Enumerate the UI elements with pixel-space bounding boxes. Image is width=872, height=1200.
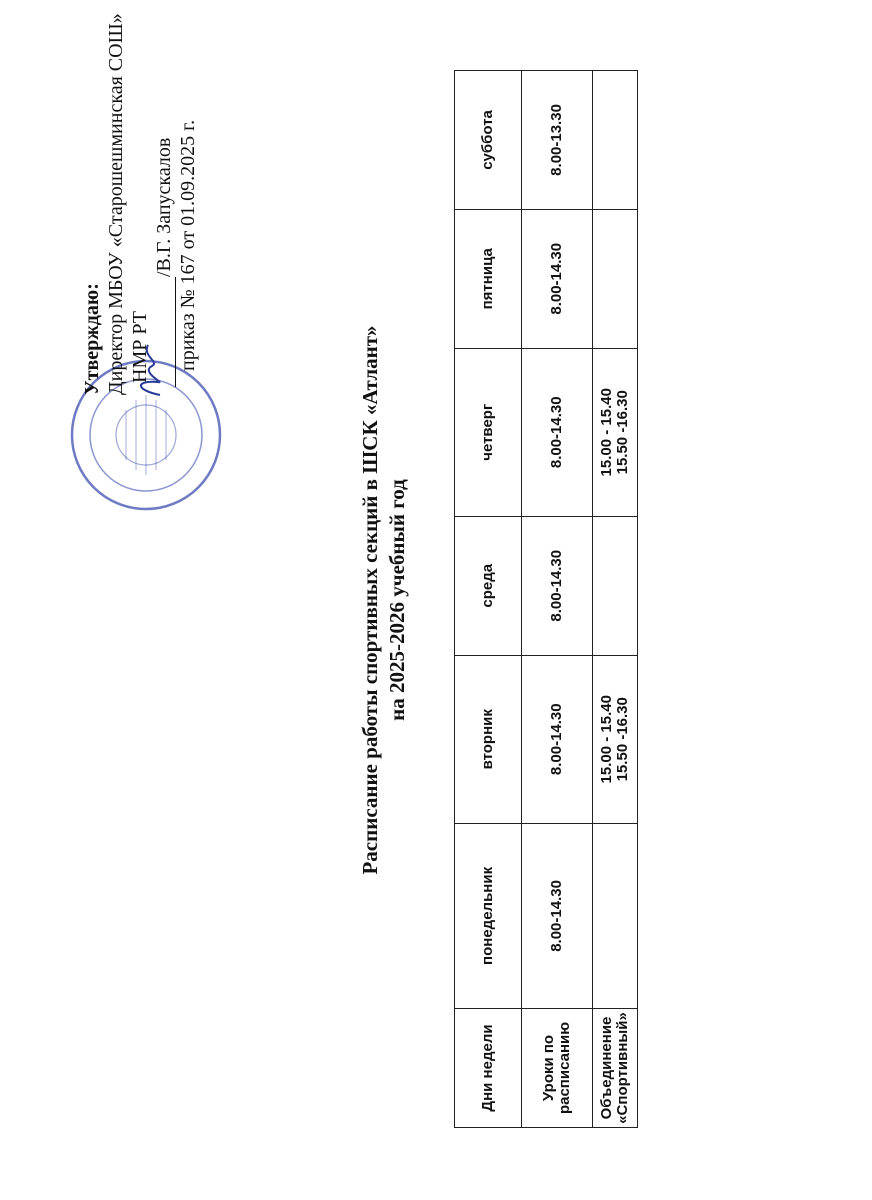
row-label-line: «Спортивный» bbox=[614, 1012, 631, 1124]
row-label-line: расписанию bbox=[556, 1021, 573, 1115]
cell-line: 15.50 -16.30 bbox=[614, 697, 631, 782]
cell-line: 8.00-14.30 bbox=[548, 703, 565, 776]
table-cell bbox=[522, 71, 593, 210]
header-cell: Дни недели bbox=[455, 1009, 522, 1128]
cell-line: 8.00-14.30 bbox=[548, 396, 565, 469]
row-label bbox=[593, 1009, 638, 1128]
table-row bbox=[593, 71, 638, 1128]
table-cell bbox=[593, 823, 638, 1008]
cell-line: 8.00-13.30 bbox=[548, 104, 565, 176]
table-row bbox=[522, 71, 593, 1128]
approval-block bbox=[80, 0, 200, 395]
table-header-row bbox=[455, 71, 522, 1128]
header-cell: среда bbox=[455, 516, 522, 655]
schedule-table bbox=[454, 70, 638, 1128]
approval-director: Директор МБОУ «Старошешминская СОШ» bbox=[105, 13, 127, 395]
header-cell: четверг bbox=[455, 348, 522, 516]
table-cell bbox=[593, 348, 638, 516]
approval-heading: Утверждаю: bbox=[81, 283, 103, 395]
table-cell bbox=[522, 655, 593, 823]
table-cell bbox=[522, 348, 593, 516]
cell-line: 15.00 - 15.40 bbox=[598, 695, 615, 784]
cell-line: 8.00-14.30 bbox=[548, 880, 565, 952]
header-cell: пятница bbox=[455, 209, 522, 348]
approval-director-name: /В.Г. Запускалов bbox=[153, 137, 175, 277]
cell-line: 15.00 - 15.40 bbox=[598, 388, 615, 477]
schedule-title: Расписание работы спортивных секций в ШСК «Атлант» bbox=[358, 325, 382, 875]
header-cell: суббота bbox=[455, 71, 522, 210]
table-cell bbox=[593, 71, 638, 210]
approval-signature-line bbox=[152, 0, 176, 387]
table-cell bbox=[522, 516, 593, 655]
schedule-subtitle: на 2025-2026 учебный год bbox=[385, 479, 409, 721]
table-cell bbox=[593, 655, 638, 823]
cell-line: 15.50 -16.30 bbox=[614, 390, 631, 475]
table-cell bbox=[522, 209, 593, 348]
row-label-line: Объединение bbox=[598, 1016, 615, 1120]
row-label-line: Уроки по bbox=[540, 1034, 557, 1102]
cell-line: 8.00-14.30 bbox=[548, 549, 565, 622]
header-cell: понедельник bbox=[455, 823, 522, 1008]
row-label bbox=[522, 1009, 593, 1128]
cell-line: 8.00-14.30 bbox=[548, 242, 565, 315]
handwritten-signature bbox=[130, 340, 170, 400]
approval-region: НМР РТ bbox=[129, 311, 151, 383]
table-cell bbox=[593, 516, 638, 655]
table-cell bbox=[593, 209, 638, 348]
approval-order: приказ № 167 от 01.09.2025 г. bbox=[177, 119, 199, 371]
header-cell: вторник bbox=[455, 655, 522, 823]
table-cell bbox=[522, 823, 593, 1008]
